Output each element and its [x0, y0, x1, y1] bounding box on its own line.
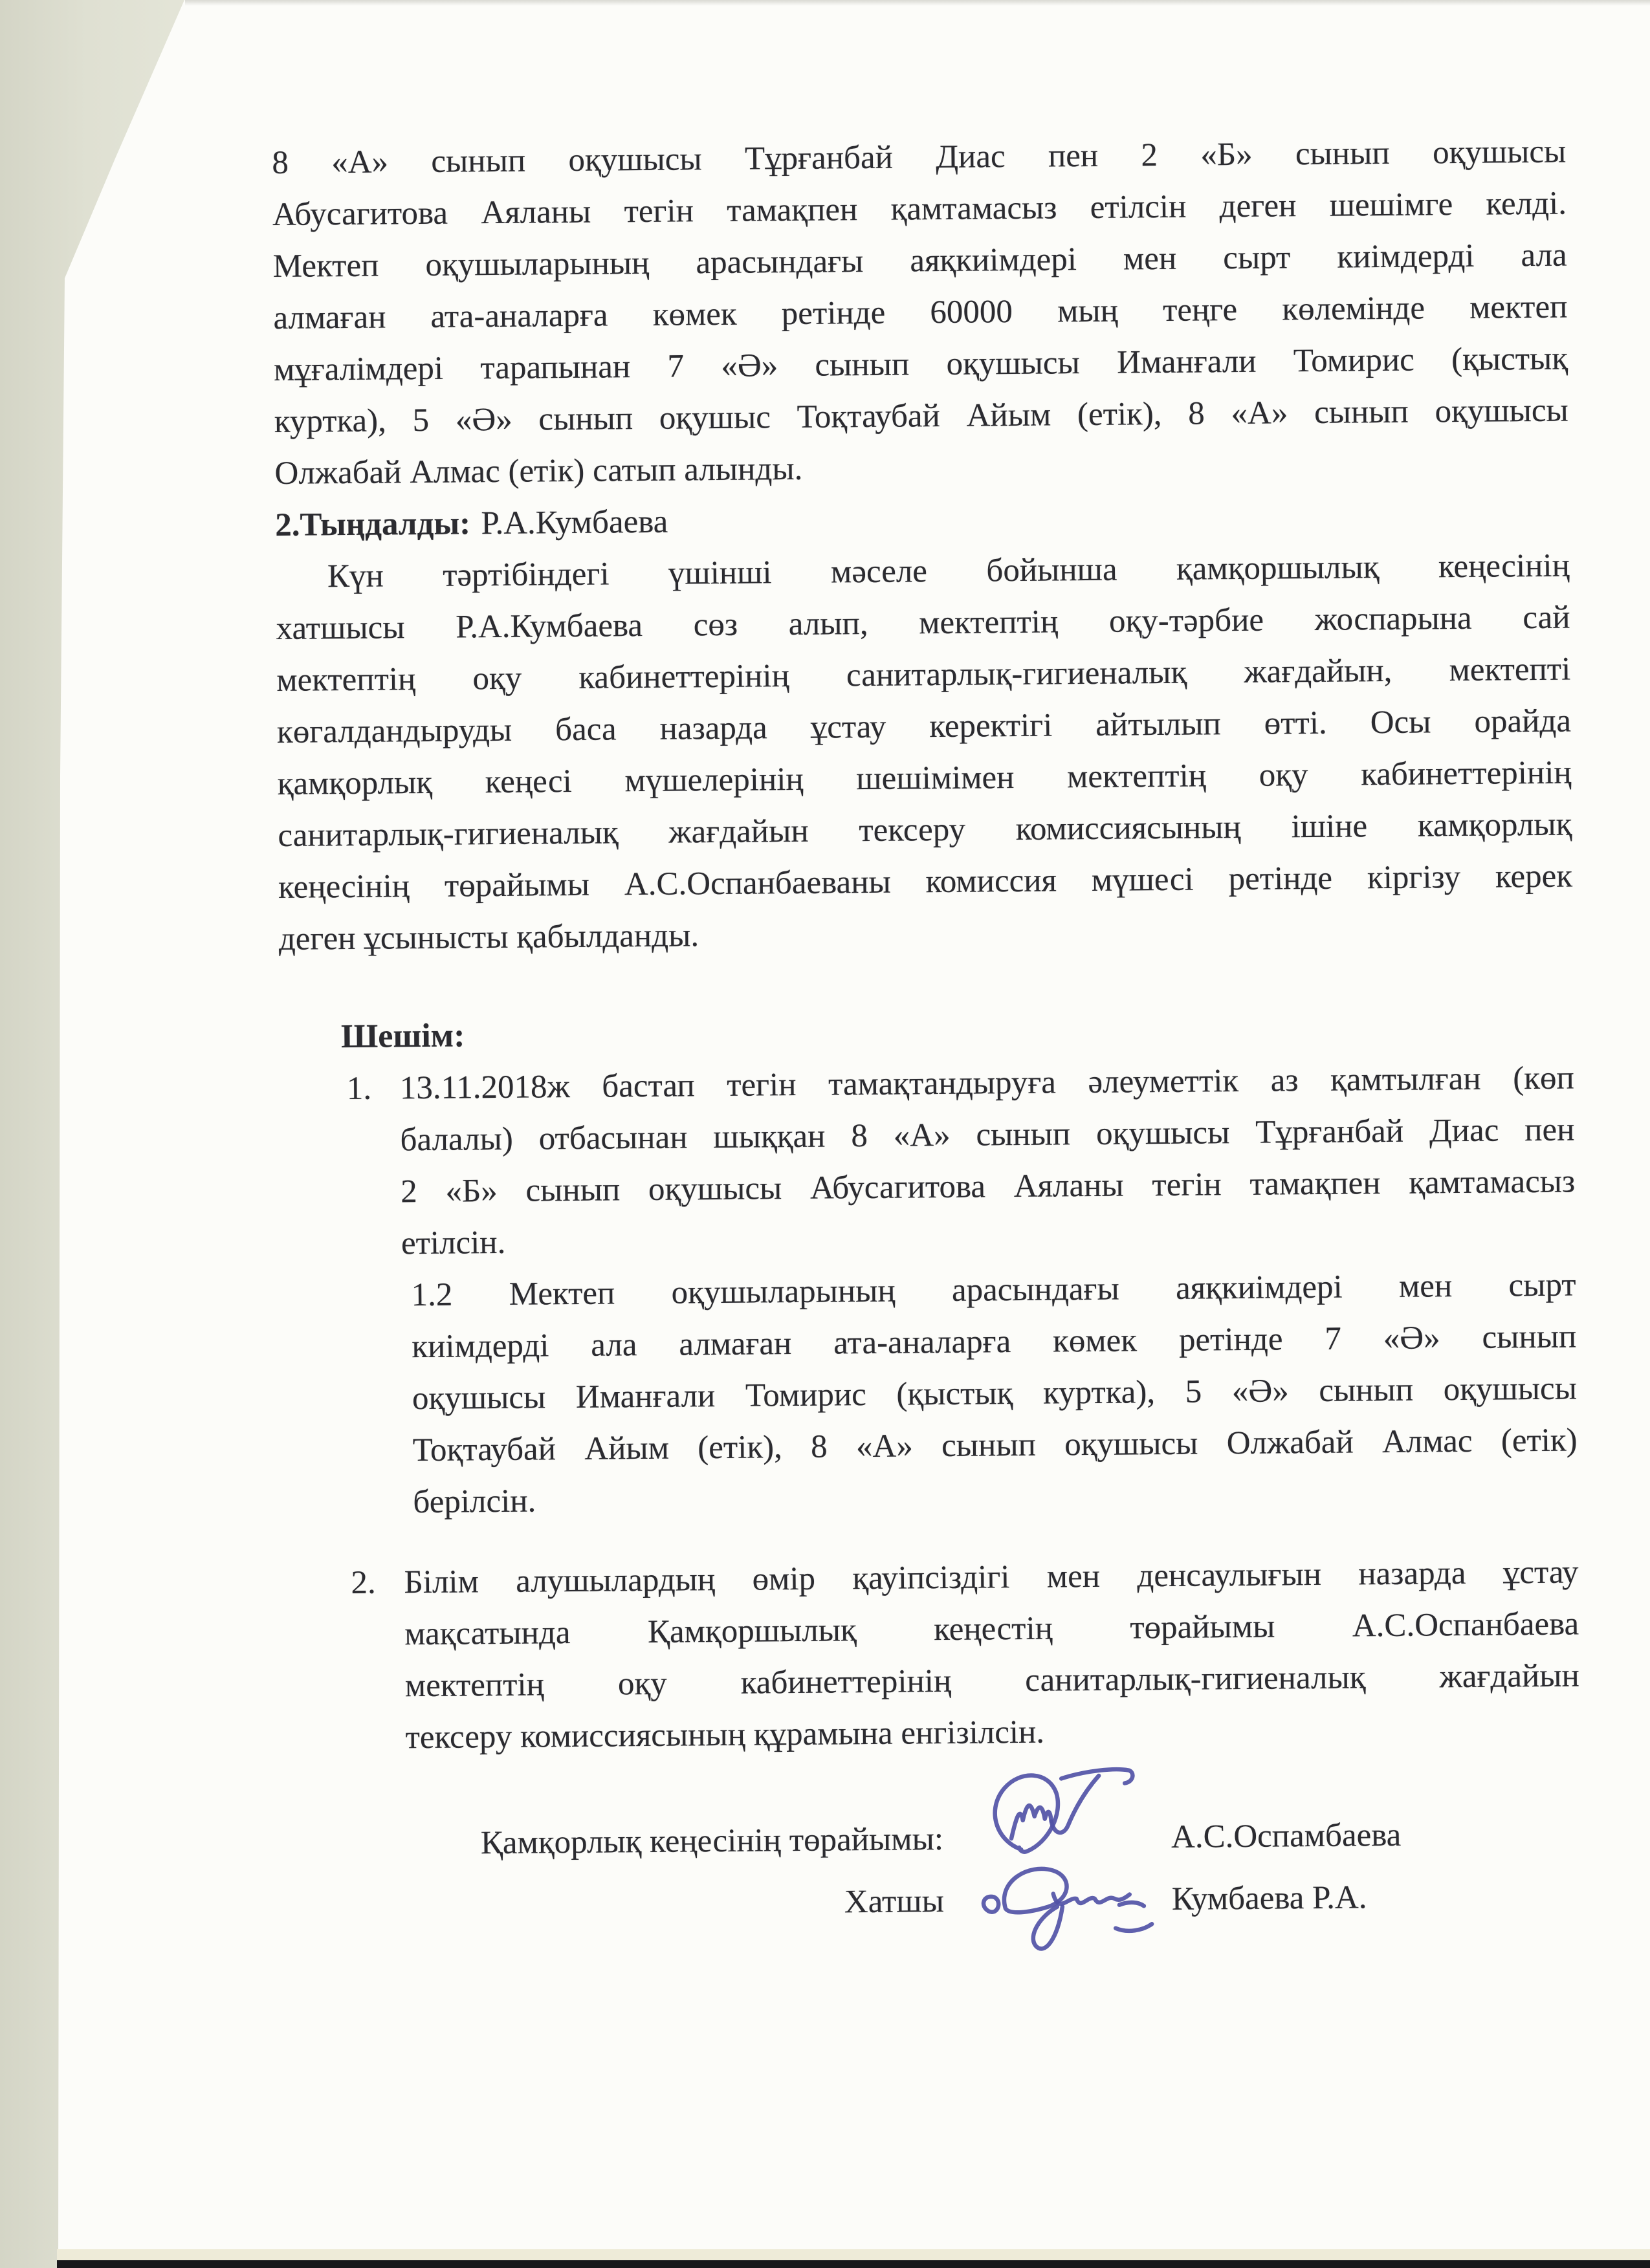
document-content [272, 126, 1581, 1938]
scan-top-edge-shadow [185, 0, 1650, 6]
signature-label: Қамқорлық кеңесінің төрайымы: [480, 1821, 944, 1862]
scanner-mat-left-edge [0, 0, 194, 2268]
text-line: Мектеп оқушыларының арасындағы аяқкиімдері мен сырт киімдерді ала [272, 237, 1567, 285]
text-line: мектептің оқу кабинеттерінің санитарлық-гигиеналық жағдайын [404, 1657, 1580, 1705]
text-line: мақсатында Қамқоршылық кеңестің төрайымы А.С.Оспанбаева [404, 1606, 1579, 1653]
text-line: етілсін. [401, 1224, 506, 1262]
text-line: Абусагитова Аяланы тегін тамақпен қамтамасыз етілсін деген шешімге келді. [272, 185, 1567, 233]
text-line: алмаған ата-аналарға көмек ретінде 60000 мың теңге көлемінде мектеп [273, 289, 1568, 336]
text-line: 8 «А» сынып оқушысы Тұрғанбай Диас пен 2 «Б» сынып оқушысы [272, 133, 1567, 181]
paragraph-continuation [272, 126, 1569, 499]
text-line: 13.11.2018ж бастап тегін тамақтандыруға әлеуметтік аз қамтылған (көп [399, 1060, 1575, 1107]
decision-item-2 [351, 1546, 1580, 1763]
text-line: тексеру комиссиясының құрамына енгізілсін. [405, 1714, 1045, 1756]
list-marker: 1. [346, 1070, 372, 1107]
decision-subitem-1-2 [411, 1259, 1578, 1528]
signature-row-chairwoman [287, 1802, 1581, 1875]
paragraph-agenda-3 [276, 540, 1574, 965]
signature-row-secretary [287, 1864, 1581, 1937]
text-line: көгалдандыруды баса назарда ұстау керектігі айтылып өтті. Осы орайда [276, 703, 1572, 750]
text-line: хатшысы Р.А.Кумбаева сөз алып, мектептің оқу-тәрбие жоспарына сай [276, 599, 1570, 647]
text-line: деген ұсынысты қабылданды. [278, 917, 699, 957]
text-line: киімдерді ала алмаған ата-аналарға көмек ретінде 7 «Ә» сынып [412, 1318, 1577, 1366]
decision-heading: Шешім: [340, 1017, 465, 1056]
scan-bottom-cream-strip [57, 2249, 1650, 2261]
decision-item-1 [346, 1052, 1576, 1269]
signature-name: А.С.Оспамбаева [1171, 1816, 1402, 1855]
signature-name: Кумбаева Р.А. [1171, 1879, 1367, 1917]
text-line: мектептің оқу кабинеттерінің санитарлық-гигиеналық жағдайын, мектепті [276, 651, 1571, 699]
text-line: балалы) отбасынан шыққан 8 «А» сынып оқушысы Тұрғанбай Диас пен [400, 1111, 1575, 1159]
text-line: оқушысы Иманғали Томирис (қыстық куртка), 5 «Ә» сынып оқушысы [412, 1370, 1578, 1417]
heard-label: 2.Тыңдалды: [274, 505, 471, 543]
heard-value: Р.А.Кумбаева [481, 503, 668, 542]
text-line: Білім алушылардың өмір қауіпсіздігі мен денсаулығын назарда ұстау [404, 1554, 1579, 1601]
text-line: Тоқтаубай Айым (етік), 8 «А» сынып оқушысы Олжабай Алмас (етік) [412, 1422, 1578, 1469]
text-line: 1.2 Мектеп оқушыларының арасындағы аяқкиімдері мен сырт [411, 1267, 1576, 1314]
list-marker: 2. [351, 1564, 377, 1602]
text-line: кеңесінің төрайымы А.С.Оспанбаеваны комиссия мүшесі ретінде кіргізу керек [278, 858, 1573, 906]
text-line: 2 «Б» сынып оқушысы Абусагитова Аяланы тегін тамақпен қамтамасыз [400, 1163, 1576, 1210]
text-line: мұғалімдері тарапынан 7 «Ә» сынып оқушысы Иманғали Томирис (қыстық [273, 340, 1568, 388]
text-line: санитарлық-гигиеналық жағдайын тексеру комиссиясының ішіне камқорлық [278, 806, 1572, 854]
signature-block [287, 1802, 1582, 1937]
text-line: Күн тәртібіндегі үшінші мәселе бойынша қамқоршылық кеңесінің [327, 547, 1570, 595]
scan-bottom-black-strip [57, 2260, 1650, 2268]
signature-label: Хатшы [844, 1883, 945, 1921]
text-line: берілсін. [413, 1483, 536, 1521]
text-line: куртка), 5 «Ә» сынып оқушыс Тоқтаубай Айым (етік), 8 «А» сынып оқушысы [274, 392, 1569, 440]
text-line: қамқорлық кеңесі мүшелерінің шешімімен мектептің оқу кабинеттерінің [277, 754, 1572, 802]
text-line: Олжабай Алмас (етік) сатып алынды. [274, 450, 803, 492]
